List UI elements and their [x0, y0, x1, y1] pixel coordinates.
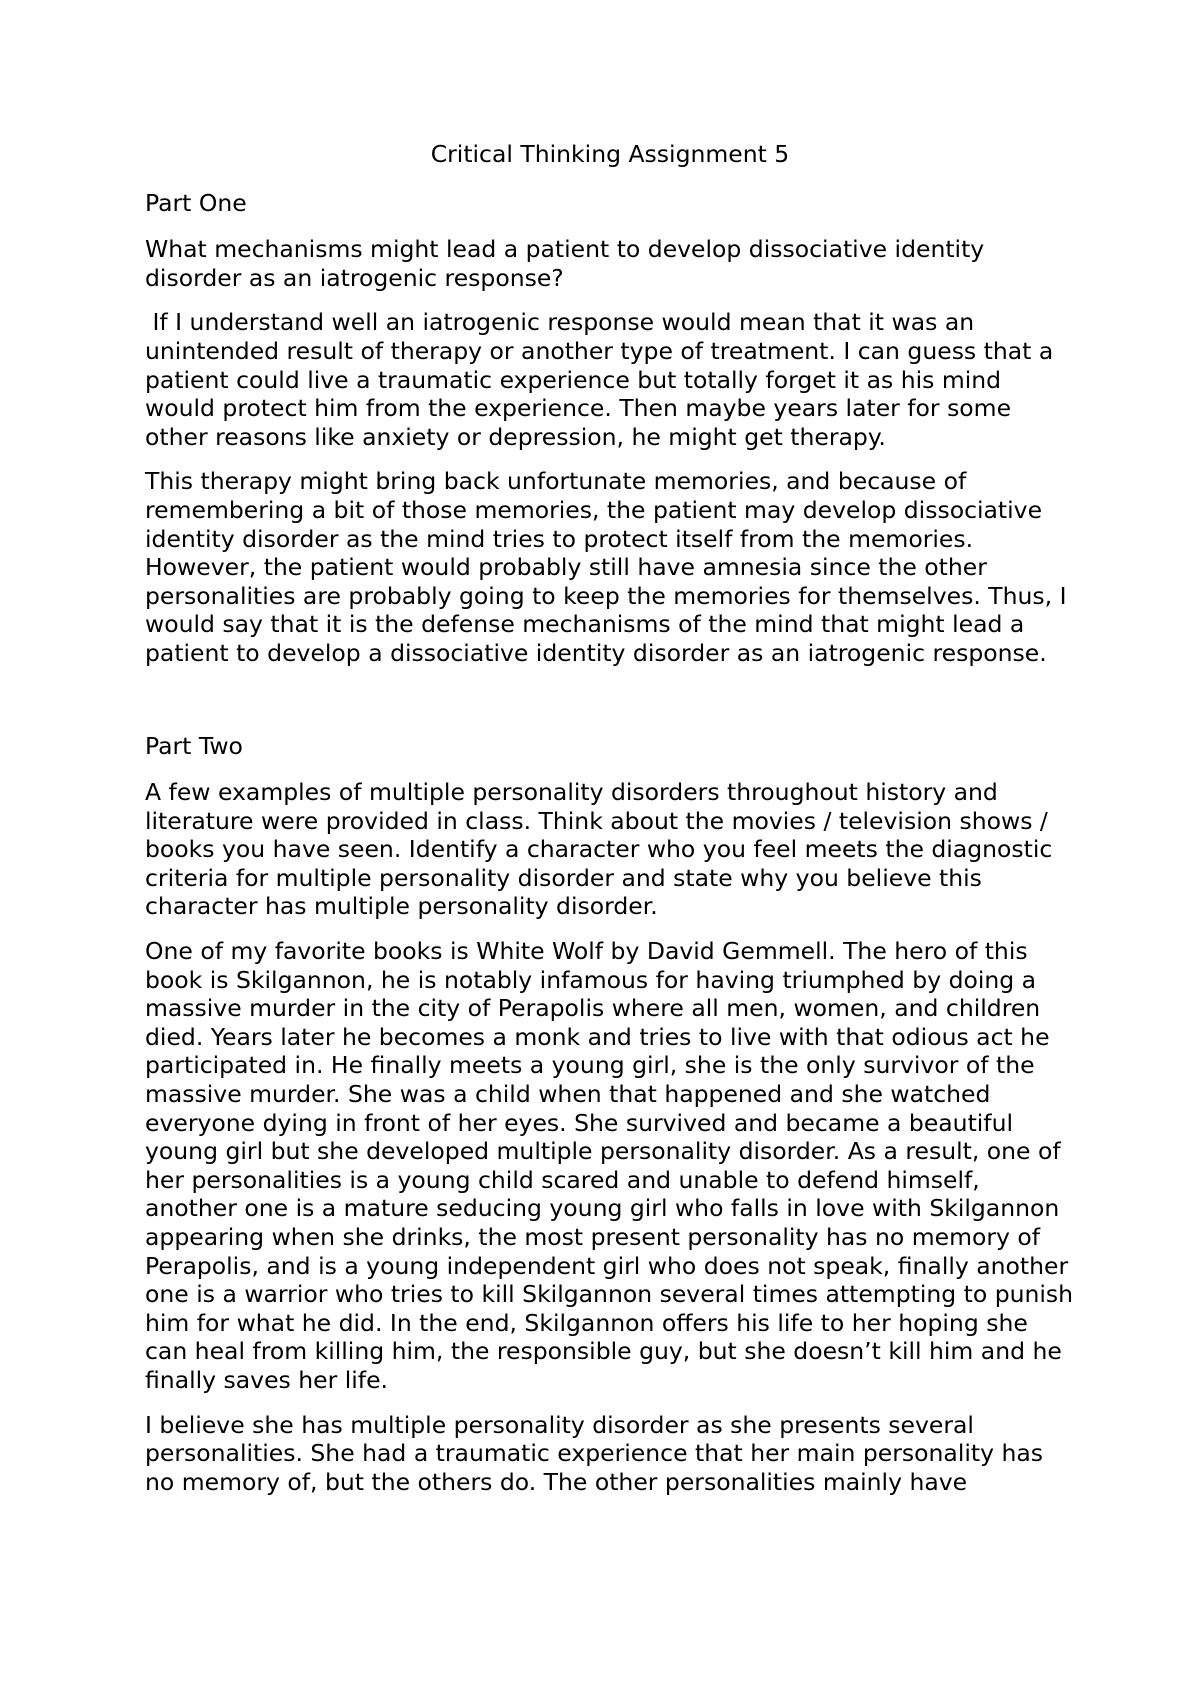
part-one-question: What mechanisms might lead a patient to develop dissociative identity disorder as an iatrogenic response? — [145, 235, 985, 292]
document-page — [145, 140, 1075, 1512]
part-two-answer-paragraph-2: I believe she has multiple personality disorder as she presents several personalities. She had a traumatic experience that her main personality has no memory of, but the others do. The other personalities mainly have — [145, 1410, 1044, 1496]
document-title: Critical Thinking Assignment 5 — [430, 140, 790, 168]
part-one-heading: Part One — [145, 188, 247, 217]
part-one-answer-paragraph-1: If I understand well an iatrogenic response would mean that it was an unintended result of therapy or another type of treatment. I can guess that a patient could live a traumatic experience but totally forget it as his mind would protect him from the experience. Then maybe years later for some other reasons like anxiety or depression, he might get therapy. — [145, 308, 1061, 451]
part-one-answer-paragraph-2: This therapy might bring back unfortunate memories, and because of remembering a bit of those memories, the patient may develop dissociative identity disorder as the mind tries to protect itself from the memories. However, the patient would probably still have amnesia since the other personalities are probably going to keep the memories for themselves. Thus, I would say that it is the defense mechanisms of the mind that might lead a patient to develop a dissociative identity disorder as an iatrogenic response. — [145, 467, 1067, 667]
section-spacer — [145, 684, 1075, 732]
part-two-heading: Part Two — [145, 731, 243, 760]
part-two-answer-paragraph-1: One of my favorite books is White Wolf by David Gemmell. The hero of this book is Skilgannon, he is notably infamous for having triumphed by doing a massive murder in the city of Perapolis where all men, women, and children died. Years later he becomes a monk and tries to live with that odious act he participated in. He finally meets a young girl, she is the only survivor of the massive murder. She was a child when that happened and she watched everyone dying in front of her eyes. She survived and became a beautiful young girl but she developed multiple personality disorder. As a result, one of her personalities is a young child scared and unable to defend himself, another one is a mature seducing young girl who falls in love with Skilgannon appearing when she drinks, the most present personality has no memory of Perapolis, and is a young independent girl who does not speak, finally another one is a warrior who tries to kill Skilgannon several times attempting to punish him for what he did. In the end, Skilgannon offers his life to her hoping she can heal from killing him, the responsible guy, but she doesn’t kill him and he finally saves her life. — [145, 937, 1074, 1394]
part-two-question: A few examples of multiple personality disorders throughout history and literature were provided in class. Think about the movies / television shows / books you have seen. Identify a character who you feel meets the diagnostic criteria for multiple personality disorder and state why you believe this character has multiple personality disorder. — [145, 778, 1053, 921]
